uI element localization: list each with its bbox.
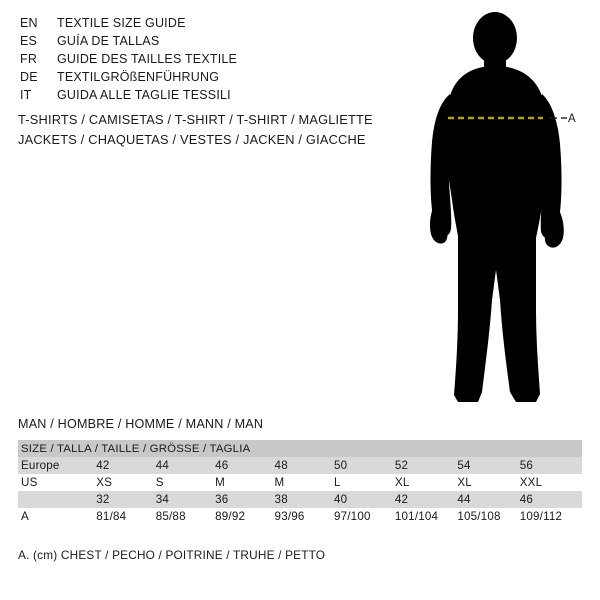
row-label <box>18 491 96 508</box>
cell-value: S <box>156 474 215 491</box>
cell-value: 97/100 <box>334 508 395 525</box>
cell-value: 81/84 <box>96 508 155 525</box>
cell-value: 40 <box>334 491 395 508</box>
cell-value: 46 <box>520 491 582 508</box>
language-text: GUIDA ALLE TAGLIE TESSILI <box>57 88 231 102</box>
table-footnote: A. (cm) CHEST / PECHO / POITRINE / TRUHE / PETTO <box>18 548 326 562</box>
cell-value: M <box>215 474 274 491</box>
language-text: TEXTILGRÖßENFÜHRUNG <box>57 70 220 84</box>
cell-value: M <box>275 474 334 491</box>
language-text: GUÍA DE TALLAS <box>57 34 160 48</box>
cell-value: 34 <box>156 491 215 508</box>
cell-value: 50 <box>334 457 395 474</box>
chest-marker-label: A <box>568 113 577 125</box>
category-tshirts: T-SHIRTS / CAMISETAS / T-SHIRT / T-SHIRT / MAGLIETTE <box>18 112 373 127</box>
language-row <box>20 86 380 104</box>
cell-value: 101/104 <box>395 508 457 525</box>
cell-value: 54 <box>457 457 519 474</box>
row-label: US <box>18 474 96 491</box>
cell-value: 56 <box>520 457 582 474</box>
cell-value: 42 <box>96 457 155 474</box>
table-row <box>18 457 582 474</box>
category-list <box>18 110 438 150</box>
cell-value: 32 <box>96 491 155 508</box>
language-code: EN <box>20 16 38 30</box>
cell-value: 46 <box>215 457 274 474</box>
language-code: FR <box>20 52 38 66</box>
table-row <box>18 491 582 508</box>
cell-value: 85/88 <box>156 508 215 525</box>
cell-value: 93/96 <box>275 508 334 525</box>
table-row <box>18 508 582 525</box>
language-text: TEXTILE SIZE GUIDE <box>57 16 186 30</box>
cell-value: XXL <box>520 474 582 491</box>
table-row <box>18 474 582 491</box>
language-code: DE <box>20 70 38 84</box>
cell-value: 44 <box>156 457 215 474</box>
language-text: GUIDE DES TAILLES TEXTILE <box>57 52 238 66</box>
silhouette-body <box>430 12 564 402</box>
cell-value: 42 <box>395 491 457 508</box>
language-list <box>20 14 380 104</box>
language-row <box>20 50 380 68</box>
table-header-row <box>18 440 582 457</box>
cell-value: 105/108 <box>457 508 519 525</box>
row-label: A <box>18 508 96 525</box>
size-table <box>18 440 582 525</box>
row-label: Europe <box>18 457 96 474</box>
male-silhouette-figure <box>400 10 590 405</box>
cell-value: XL <box>395 474 457 491</box>
language-code: ES <box>20 34 38 48</box>
cell-value: 44 <box>457 491 519 508</box>
language-row <box>20 68 380 86</box>
cell-value: XS <box>96 474 155 491</box>
cell-value: 89/92 <box>215 508 274 525</box>
cell-value: XL <box>457 474 519 491</box>
cell-value: 38 <box>275 491 334 508</box>
language-code: IT <box>20 88 32 102</box>
cell-value: L <box>334 474 395 491</box>
table-header-label: SIZE / TALLA / TAILLE / GRÖSSE / TAGLIA <box>18 440 582 457</box>
language-row <box>20 32 380 50</box>
category-jackets: JACKETS / CHAQUETAS / VESTES / JACKEN / GIACCHE <box>18 132 366 147</box>
cell-value: 36 <box>215 491 274 508</box>
cell-value: 52 <box>395 457 457 474</box>
cell-value: 109/112 <box>520 508 582 525</box>
language-row <box>20 14 380 32</box>
table-title: MAN / HOMBRE / HOMME / MANN / MAN <box>18 417 264 431</box>
cell-value: 48 <box>275 457 334 474</box>
